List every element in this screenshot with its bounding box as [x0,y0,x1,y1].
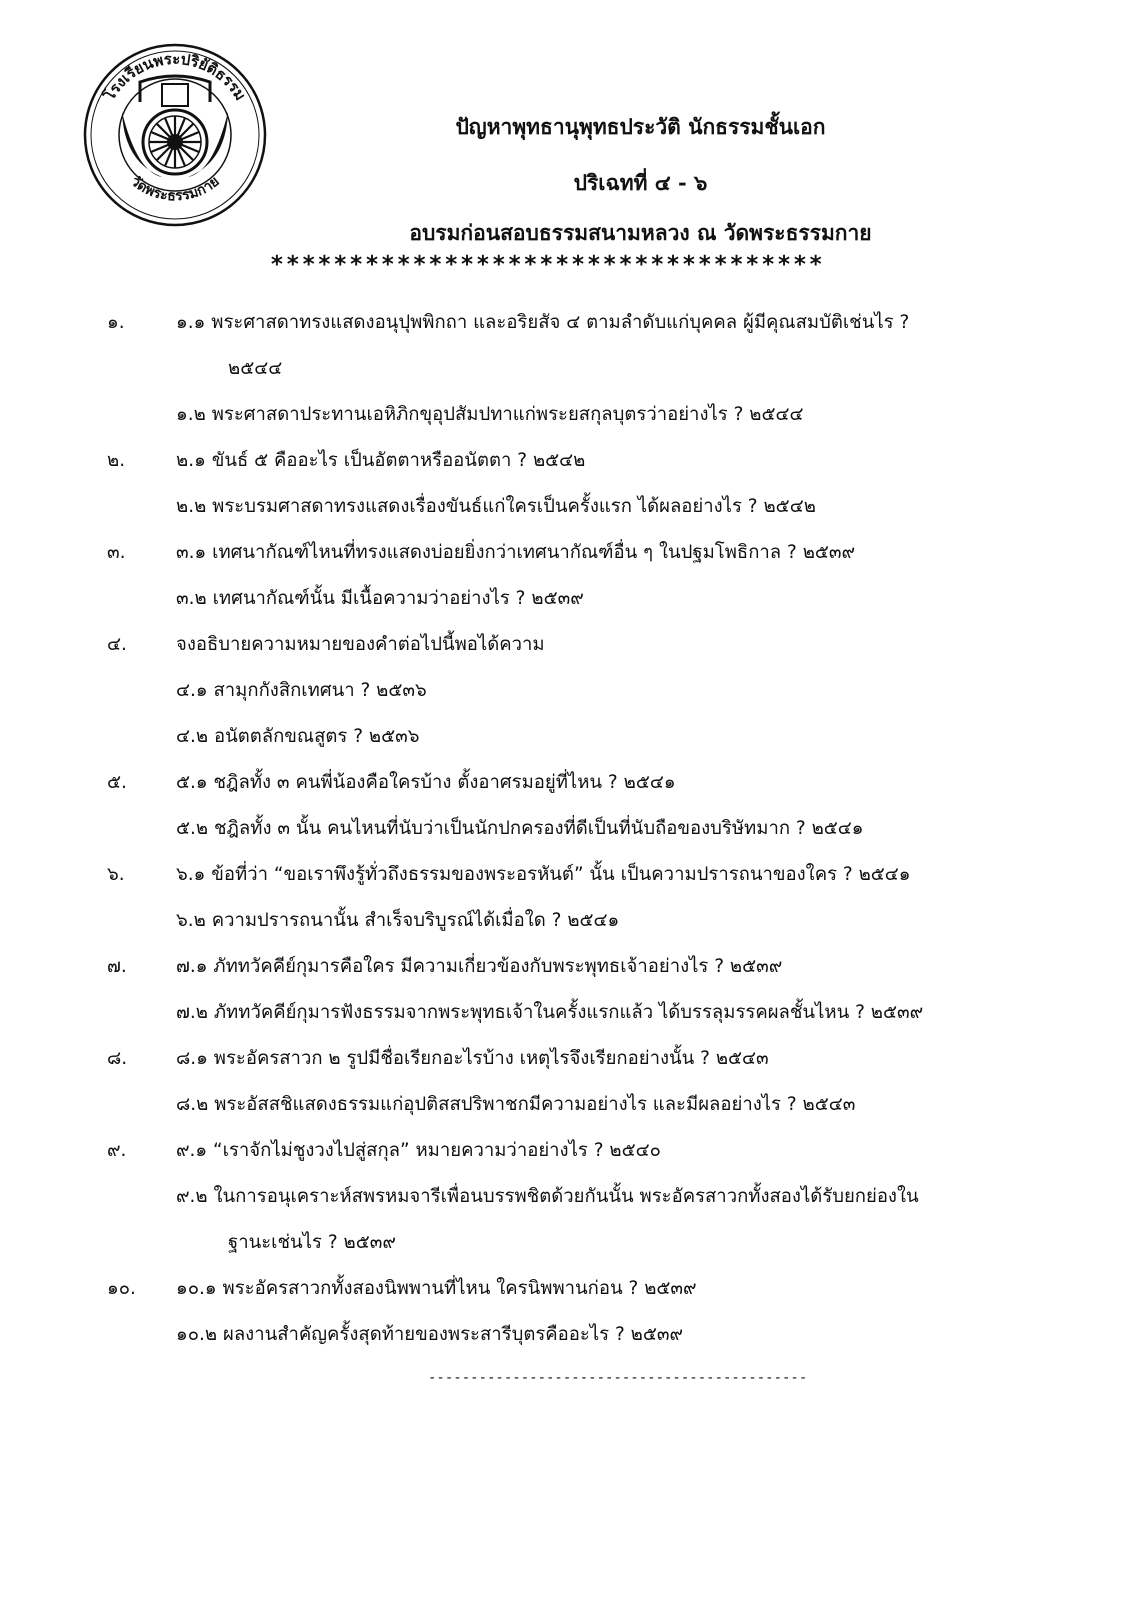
question-number: ๔. [107,634,127,655]
star-separator: *********************************** [270,252,825,278]
question-list [0,300,1131,1358]
question-row [0,1036,1131,1082]
question-row [0,668,1131,714]
question-number: ๙. [107,1140,127,1161]
end-divider: --------------------------------------------- [428,1370,808,1386]
question-text: ๑๐.๒ ผลงานสำคัญครั้งสุดท้ายของพระสารีบุตรคืออะไร ? ๒๕๓๙ [176,1324,684,1345]
question-row [0,990,1131,1036]
school-seal-logo [82,42,268,228]
question-continuation: ๒๕๔๔ [228,358,283,379]
header-chapter: ปริเฉทที่ ๔ - ๖ [573,170,708,195]
question-row [0,300,1131,346]
question-text: ๗.๒ ภัททวัคคีย์กุมารฟังธรรมจากพระพุทธเจ้าในครั้งแรกแล้ว ได้บรรลุมรรคผลชั้นไหน ? ๒๕๓๙ [176,1002,924,1023]
question-text: ๕.๑ ชฎิลทั้ง ๓ คนพี่น้องคือใครบ้าง ตั้งอาศรมอยู่ที่ไหน ? ๒๕๔๑ [176,772,676,793]
question-number: ๗. [107,956,127,977]
question-row [0,576,1131,622]
question-row [0,852,1131,898]
question-number: ๓. [107,542,126,563]
question-row [0,530,1131,576]
question-text: ๑.๑ พระศาสดาทรงแสดงอนุปุพพิกถา และอริยสัจ ๔ ตามลำดับแก่บุคคล ผู้มีคุณสมบัติเช่นไร ? [176,312,910,333]
question-text: จงอธิบายความหมายของคำต่อไปนี้พอได้ความ [176,634,545,655]
question-text: ๔.๑ สามุกกังสิกเทศนา ? ๒๕๓๖ [176,680,427,701]
question-text: ๓.๒ เทศนากัณฑ์นั้น มีเนื้อความว่าอย่างไร ? ๒๕๓๙ [176,588,584,609]
question-number: ๒. [107,450,126,471]
question-text: ๕.๒ ชฎิลทั้ง ๓ นั้น คนไหนที่นับว่าเป็นนักปกครองที่ดีเป็นที่นับถือของบริษัทมาก ? ๒๕๔๑ [176,818,864,839]
question-row [0,760,1131,806]
question-text: ๙.๒ ในการอนุเคราะห์สพรหมจารีเพื่อนบรรพชิตด้วยกันนั้น พระอัครสาวกทั้งสองได้รับยกย่องใน [176,1186,919,1207]
question-text: ๖.๒ ความปรารถนานั้น สำเร็จบริบูรณ์ได้เมื่อใด ? ๒๕๔๑ [176,910,620,931]
question-row [0,714,1131,760]
header-subtitle: อบรมก่อนสอบธรรมสนามหลวง ณ วัดพระธรรมกาย [409,220,872,245]
question-row [0,1174,1131,1220]
question-text: ๙.๑ “เราจักไม่ชูงวงไปสู่สกุล” หมายความว่าอย่างไร ? ๒๕๔๐ [176,1140,661,1161]
question-row [0,484,1131,530]
question-text: ๓.๑ เทศนากัณฑ์ไหนที่ทรงแสดงบ่อยยิ่งกว่าเทศนากัณฑ์อื่น ๆ ในปฐมโพธิกาล ? ๒๕๓๙ [176,542,856,563]
question-number: ๕. [107,772,127,793]
question-row [0,1266,1131,1312]
question-row [0,1220,1131,1266]
question-number: ๖. [107,864,125,885]
question-row [0,622,1131,668]
question-text: ๘.๒ พระอัสสชิแสดงธรรมแก่อุปติสสปริพาชกมีความอย่างไร และมีผลอย่างไร ? ๒๕๔๓ [176,1094,856,1115]
question-row [0,1082,1131,1128]
question-row [0,944,1131,990]
seal-top-text: โรงเรียนพระปริยัติธรรม [100,49,250,104]
question-text: ๗.๑ ภัททวัคคีย์กุมารคือใคร มีความเกี่ยวข้องกับพระพุทธเจ้าอย่างไร ? ๒๕๓๙ [176,956,783,977]
question-text: ๔.๒ อนัตตลักขณสูตร ? ๒๕๓๖ [176,726,420,747]
question-text: ๖.๑ ข้อที่ว่า “ขอเราพึงรู้ทั่วถึงธรรมของพระอรหันต์” นั้น เป็นความปรารถนาของใคร ? ๒๕๔๑ [176,864,911,885]
question-text: ๘.๑ พระอัครสาวก ๒ รูปมีชื่อเรียกอะไรบ้าง เหตุไรจึงเรียกอย่างนั้น ? ๒๕๔๓ [176,1048,769,1069]
question-text: ๑๐.๑ พระอัครสาวกทั้งสองนิพพานที่ไหน ใครนิพพานก่อน ? ๒๕๓๙ [176,1278,697,1299]
question-continuation: ฐานะเช่นไร ? ๒๕๓๙ [228,1232,396,1253]
question-number: ๘. [107,1048,128,1069]
question-number: ๑. [107,312,125,333]
question-text: ๒.๒ พระบรมศาสดาทรงแสดงเรื่องขันธ์แก่ใครเป็นครั้งแรก ได้ผลอย่างไร ? ๒๕๔๒ [176,496,816,517]
question-row [0,898,1131,944]
question-text: ๒.๑ ขันธ์ ๕ คืออะไร เป็นอัตตาหรืออนัตตา ? ๒๕๔๒ [176,450,586,471]
question-row [0,438,1131,484]
question-text: ๑.๒ พระศาสดาประทานเอหิภิกขุอุปสัมปทาแก่พระยสกุลบุตรว่าอย่างไร ? ๒๕๔๔ [176,404,804,425]
question-row [0,392,1131,438]
seal-bottom-text: วัดพระธรรมกาย [127,173,223,205]
question-row [0,1312,1131,1358]
question-row [0,806,1131,852]
question-row [0,1128,1131,1174]
question-row [0,346,1131,392]
question-number: ๑๐. [107,1278,136,1299]
header-title: ปัญหาพุทธานุพุทธประวัติ นักธรรมชั้นเอก [455,114,826,139]
svg-text:วัดพระธรรมกาย [127,174,222,205]
